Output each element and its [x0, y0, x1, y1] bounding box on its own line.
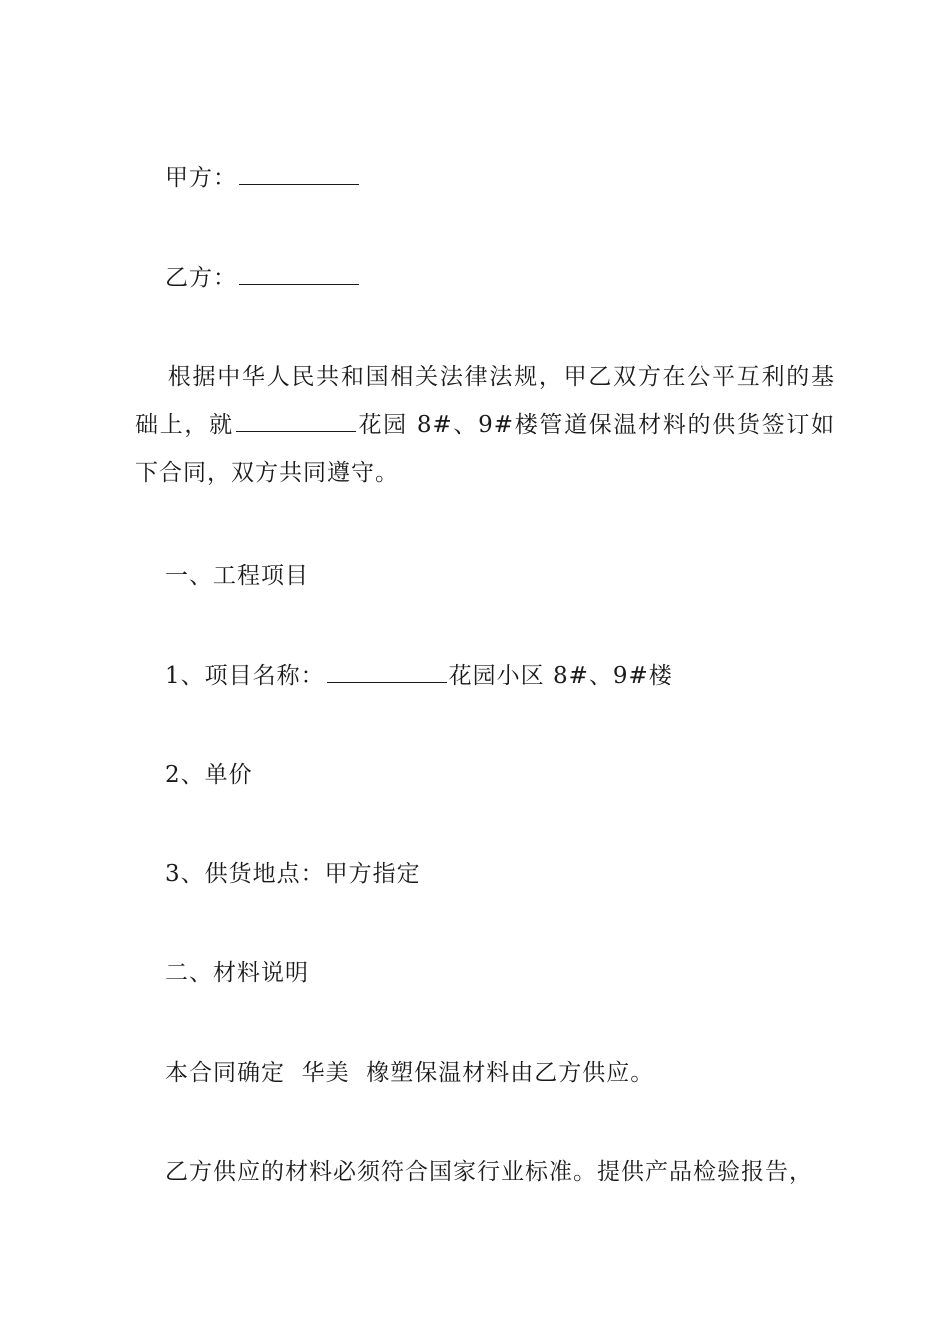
party-a-blank [239, 164, 359, 185]
material-standard-line: 乙方供应的材料必须符合国家行业标准。提供产品检验报告， [165, 1159, 813, 1185]
intro-text-part2: 花园 8#、9#楼管道保温材料的供货签订如下合同，双方共同遵守。 [135, 412, 836, 486]
intro-text-part1: 根据中华人民共和国相关法律法规，甲乙双方在公平互利的基础上，就 [135, 364, 835, 438]
project-name-line [165, 661, 673, 691]
intro-garden-blank [236, 411, 356, 432]
party-a-label: 甲方： [165, 165, 237, 191]
party-b-label: 乙方： [165, 265, 237, 291]
intro-paragraph [135, 353, 835, 497]
party-b-blank [239, 264, 359, 285]
delivery-location-line: 3、供货地点：甲方指定 [165, 861, 421, 887]
unit-price-line: 2、单价 [165, 762, 253, 788]
project-name-suffix: 花园小区 8#、9#楼 [448, 663, 673, 689]
material-brand-line: 本合同确定 华美 橡塑保温材料由乙方供应。 [165, 1060, 655, 1086]
section1-heading: 一、工程项目 [165, 563, 309, 589]
party-b-line [165, 263, 361, 293]
project-name-blank [327, 662, 447, 683]
section2-heading: 二、材料说明 [165, 960, 309, 986]
party-a-line [165, 163, 361, 193]
project-name-label: 1、项目名称： [165, 663, 325, 689]
